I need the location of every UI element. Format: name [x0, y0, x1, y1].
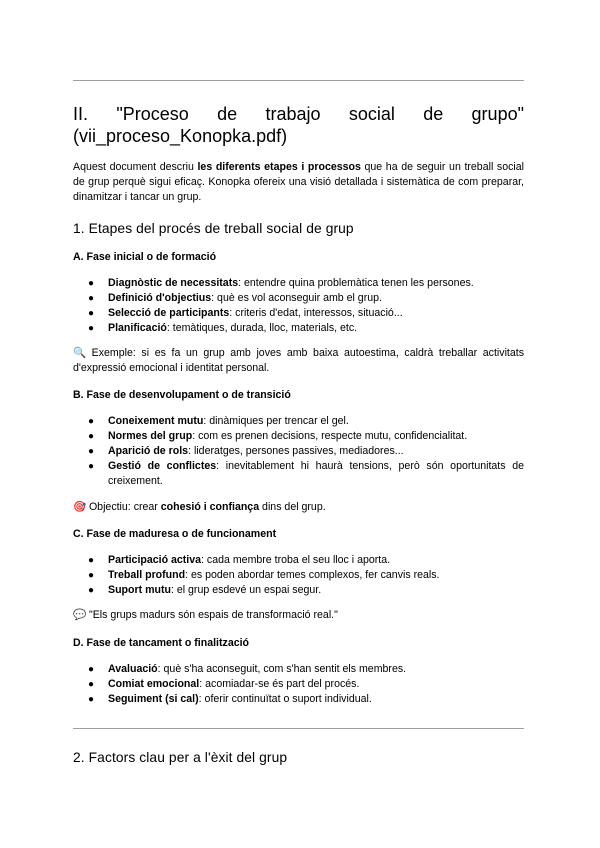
item-text: : temàtiques, durada, lloc, materials, etc. [166, 322, 358, 334]
list-item [73, 568, 524, 583]
intro-text: Aquest document descriu [73, 161, 198, 173]
list-item [73, 583, 524, 598]
item-text: : com es prenen decisions, respecte mutu, confidencialitat. [192, 430, 468, 442]
list-item [73, 276, 524, 291]
phase-b-objective [73, 500, 524, 515]
list-item [73, 553, 524, 568]
list-item [73, 429, 524, 444]
phase-b-heading: B. Fase de desenvolupament o de transició [73, 389, 291, 401]
list-item [73, 459, 524, 489]
item-text: : cada membre troba el seu lloc i aporta. [201, 554, 391, 566]
bullet-icon: ● [88, 679, 95, 690]
bullet-icon: ● [88, 694, 95, 705]
list-item [73, 662, 524, 677]
item-term: Selecció de participants [108, 307, 230, 319]
bullet-icon: ● [88, 323, 95, 334]
title-word: de [217, 104, 238, 124]
title-word: trabajo [265, 104, 321, 124]
phase-a-example [73, 346, 524, 376]
intro-paragraph [73, 160, 524, 205]
list-item [73, 692, 524, 707]
top-divider [73, 80, 524, 81]
objective-bold: cohesió i confiança [160, 501, 260, 513]
intro-text-end: que ha de seguir un treball social de grup perquè sigui eficaç. Konopka ofereix una visió detallada i sistemàtica de com preparar, dinamitzar i tancar un grup. [73, 161, 524, 203]
section-2-heading: 2. Factors clau per a l'èxit del grup [73, 750, 288, 765]
item-term: Gestió de conflictes [108, 460, 217, 472]
item-text: : què es vol aconseguir amb el grup. [211, 292, 382, 304]
item-text: : què s'ha aconseguit, com s'han sentit els membres. [157, 663, 407, 675]
item-text: : oferir continuïtat o suport individual. [198, 693, 372, 705]
list-item [73, 414, 524, 429]
item-term: Definició d'objectius [108, 292, 212, 304]
item-text: : entendre quina problemàtica tenen les persones. [238, 277, 474, 289]
bullet-icon: ● [88, 431, 95, 442]
objective-text: Objectiu: crear [86, 501, 161, 513]
phase-a-list [73, 276, 524, 336]
item-term: Normes del grup [108, 430, 193, 442]
bullet-icon: ● [88, 585, 95, 596]
bullet-icon: ● [88, 555, 95, 566]
item-term: Coneixement mutu [108, 415, 204, 427]
speech-bubble-icon: 💬 [73, 609, 87, 621]
title-word: grupo" [471, 104, 524, 124]
intro-bold: les diferents etapes i processos [197, 161, 361, 173]
section-1-heading: 1. Etapes del procés de treball social de grup [73, 221, 354, 236]
phase-c-quote [73, 608, 524, 623]
list-item [73, 677, 524, 692]
bullet-icon: ● [88, 461, 95, 472]
item-term: Avaluació [108, 663, 158, 675]
bullet-icon: ● [88, 416, 95, 427]
example-text: Exemple: si es fa un grup amb joves amb baixa autoestima, caldrà treballar activitats d'expressió emocional i identitat personal. [73, 347, 524, 374]
item-text: : lideratges, persones passives, mediadores... [188, 445, 404, 457]
item-term: Comiat emocional [108, 678, 200, 690]
phase-c-heading: C. Fase de maduresa o de funcionament [73, 528, 277, 540]
item-text: : el grup esdevé un espai segur. [170, 584, 322, 596]
item-term: Suport mutu [108, 584, 171, 596]
magnifier-icon: 🔍 [73, 347, 87, 359]
bullet-icon: ● [88, 570, 95, 581]
bullet-icon: ● [88, 664, 95, 675]
objective-text-end: dins del grup. [259, 501, 326, 513]
item-term: Participació activa [108, 554, 202, 566]
item-term: Planificació [108, 322, 167, 334]
bullet-icon: ● [88, 446, 95, 457]
phase-c-list [73, 553, 524, 598]
item-term: Treball profund [108, 569, 186, 581]
phase-d-heading: D. Fase de tancament o finalització [73, 637, 250, 649]
document-title [73, 103, 524, 147]
title-word: II. [73, 104, 89, 124]
item-term: Diagnòstic de necessitats [108, 277, 239, 289]
list-item [73, 444, 524, 459]
title-line-2: (vii_proceso_Konopka.pdf) [73, 126, 288, 146]
item-text: : acomiadar-se és part del procés. [199, 678, 360, 690]
phase-b-list [73, 414, 524, 489]
item-term: Seguiment (si cal) [108, 693, 199, 705]
target-icon: 🎯 [73, 501, 87, 513]
list-item [73, 291, 524, 306]
title-word: "Proceso [116, 104, 189, 124]
bullet-icon: ● [88, 278, 95, 289]
phase-a-heading: A. Fase inicial o de formació [73, 251, 217, 263]
bottom-divider [73, 728, 524, 729]
item-text: : es poden abordar temes complexos, fer canvis reals. [185, 569, 440, 581]
title-word: de [423, 104, 444, 124]
item-text: : dinàmiques per trencar el gel. [203, 415, 349, 427]
item-text: : inevitablement hi haurà tensions, però són oportunitats de creixement. [108, 460, 524, 487]
phase-d-list [73, 662, 524, 707]
list-item [73, 321, 524, 336]
bullet-icon: ● [88, 293, 95, 304]
title-line-1 [73, 103, 524, 125]
title-word: social [348, 104, 395, 124]
item-text: : criteris d'edat, interessos, situació... [229, 307, 403, 319]
item-term: Aparició de rols [108, 445, 189, 457]
quote-text: "Els grups madurs són espais de transformació real." [86, 609, 338, 621]
bullet-icon: ● [88, 308, 95, 319]
list-item [73, 306, 524, 321]
